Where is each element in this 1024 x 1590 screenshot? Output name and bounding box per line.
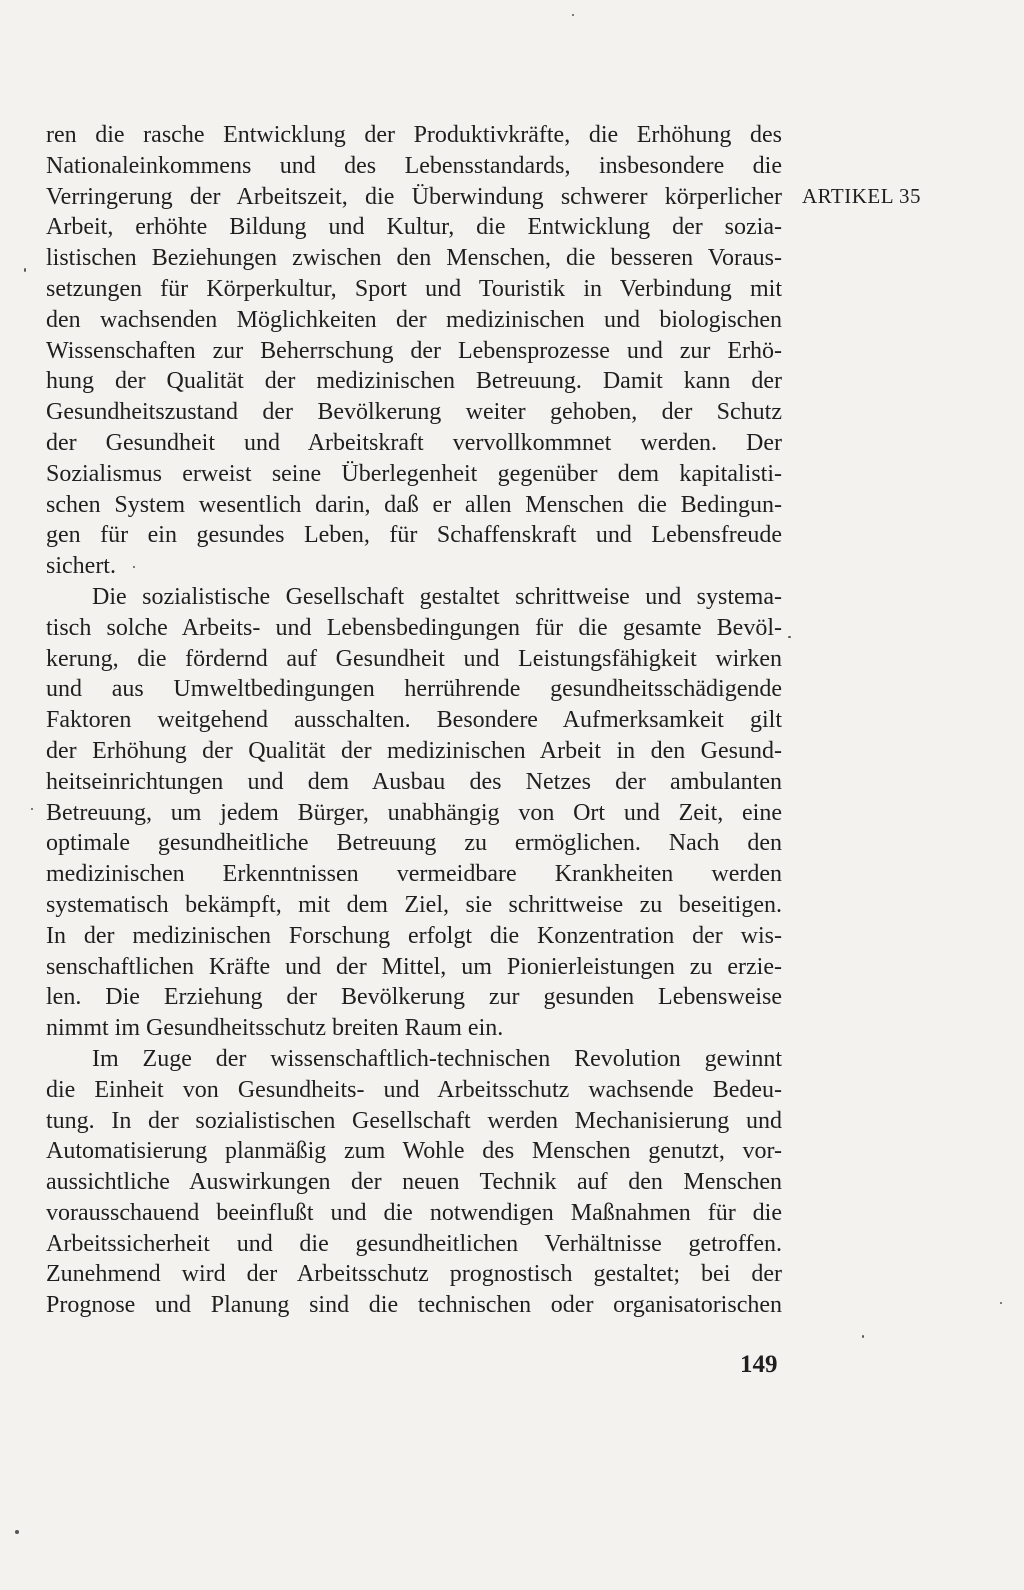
scan-speck	[31, 808, 33, 810]
text-line: die Einheit von Gesundheits- und Arbeitsschutz wachsende Bedeu-	[46, 1076, 782, 1103]
text-line: medizinischen Erkenntnissen vermeidbare Krankheiten werden	[46, 861, 782, 888]
text-line: Arbeit, erhöhte Bildung und Kultur, die Entwicklung der sozia-	[46, 214, 782, 241]
text-line: Verringerung der Arbeitszeit, die Überwindung schwerer körperlicher	[46, 183, 782, 210]
text-line: Faktoren weitgehend ausschalten. Besondere Aufmerksamkeit gilt	[46, 707, 782, 734]
scan-speck	[788, 636, 791, 638]
paragraph-start-line: Die sozialistische Gesellschaft gestaltet schrittweise und systema-	[92, 583, 782, 610]
text-line: tisch solche Arbeits- und Lebensbedingungen für die gesamte Bevöl-	[46, 614, 782, 641]
text-line: vorausschauend beeinflußt und die notwendigen Maßnahmen für die	[46, 1199, 782, 1226]
scan-speck	[862, 1335, 864, 1338]
text-line: senschaftlichen Kräfte und der Mittel, um Pionierleistungen zu erzie-	[46, 953, 782, 980]
text-line: tung. In der sozialistischen Gesellschaft werden Mechanisierung und	[46, 1107, 782, 1134]
text-line: Sozialismus erweist seine Überlegenheit gegenüber dem kapitalisti-	[46, 460, 782, 487]
text-line: Arbeitssicherheit und die gesundheitlichen Verhältnisse getroffen.	[46, 1230, 782, 1257]
page-number: 149	[740, 1351, 778, 1378]
text-line: gen für ein gesundes Leben, für Schaffenskraft und Lebensfreude	[46, 522, 782, 549]
text-line: aussichtliche Auswirkungen der neuen Technik auf den Menschen	[46, 1169, 782, 1196]
text-line: Nationaleinkommens und des Lebensstandards, insbesondere die	[46, 152, 782, 179]
text-line: und aus Umweltbedingungen herrührende gesundheitsschädigende	[46, 676, 782, 703]
text-line: sichert.	[46, 553, 116, 580]
text-line: Betreuung, um jedem Bürger, unabhängig von Ort und Zeit, eine	[46, 799, 782, 826]
text-line: Automatisierung planmäßig zum Wohle des Menschen genutzt, vor-	[46, 1138, 782, 1165]
text-line: der Erhöhung der Qualität der medizinischen Arbeit in den Gesund-	[46, 737, 782, 764]
text-line: systematisch bekämpft, mit dem Ziel, sie schrittweise zu beseitigen.	[46, 891, 782, 918]
text-line: der Gesundheit und Arbeitskraft vervollkommnet werden. Der	[46, 429, 782, 456]
scan-speck	[1000, 1302, 1002, 1304]
text-line: listischen Beziehungen zwischen den Menschen, die besseren Voraus-	[46, 245, 782, 272]
text-line: heitseinrichtungen und dem Ausbau des Netzes der ambulanten	[46, 768, 782, 795]
body-text	[46, 120, 782, 1321]
text-line: den wachsenden Möglichkeiten der medizinischen und biologischen	[46, 306, 782, 333]
text-line: schen System wesentlich darin, daß er allen Menschen die Bedingun-	[46, 491, 782, 518]
text-line: kerung, die fördernd auf Gesundheit und Leistungsfähigkeit wirken	[46, 645, 782, 672]
text-line: optimale gesundheitliche Betreuung zu ermöglichen. Nach den	[46, 830, 782, 857]
scan-speck	[133, 566, 135, 568]
text-line: Zunehmend wird der Arbeitsschutz prognostisch gestaltet; bei der	[46, 1261, 782, 1288]
text-line: hung der Qualität der medizinischen Betreuung. Damit kann der	[46, 368, 782, 395]
scan-speck	[572, 14, 574, 16]
text-line: ren die rasche Entwicklung der Produktivkräfte, die Erhöhung des	[46, 122, 782, 148]
scan-speck	[15, 1530, 19, 1534]
text-line: Gesundheitszustand der Bevölkerung weiter gehoben, der Schutz	[46, 399, 782, 426]
paragraph-start-line: Im Zuge der wissenschaftlich-technischen Revolution gewinnt	[92, 1045, 782, 1072]
scan-speck	[24, 268, 26, 272]
article-margin-note: ARTIKEL 35	[802, 184, 922, 208]
text-line: len. Die Erziehung der Bevölkerung zur gesunden Lebensweise	[46, 984, 782, 1011]
text-line: setzungen für Körperkultur, Sport und Touristik in Verbindung mit	[46, 275, 782, 302]
text-line: Prognose und Planung sind die technischen oder organisatorischen	[46, 1292, 782, 1319]
text-line: In der medizinischen Forschung erfolgt die Konzentration der wis-	[46, 922, 782, 949]
text-line: nimmt im Gesundheitsschutz breiten Raum ein.	[46, 1015, 504, 1042]
text-line: Wissenschaften zur Beherrschung der Lebensprozesse und zur Erhö-	[46, 337, 782, 364]
